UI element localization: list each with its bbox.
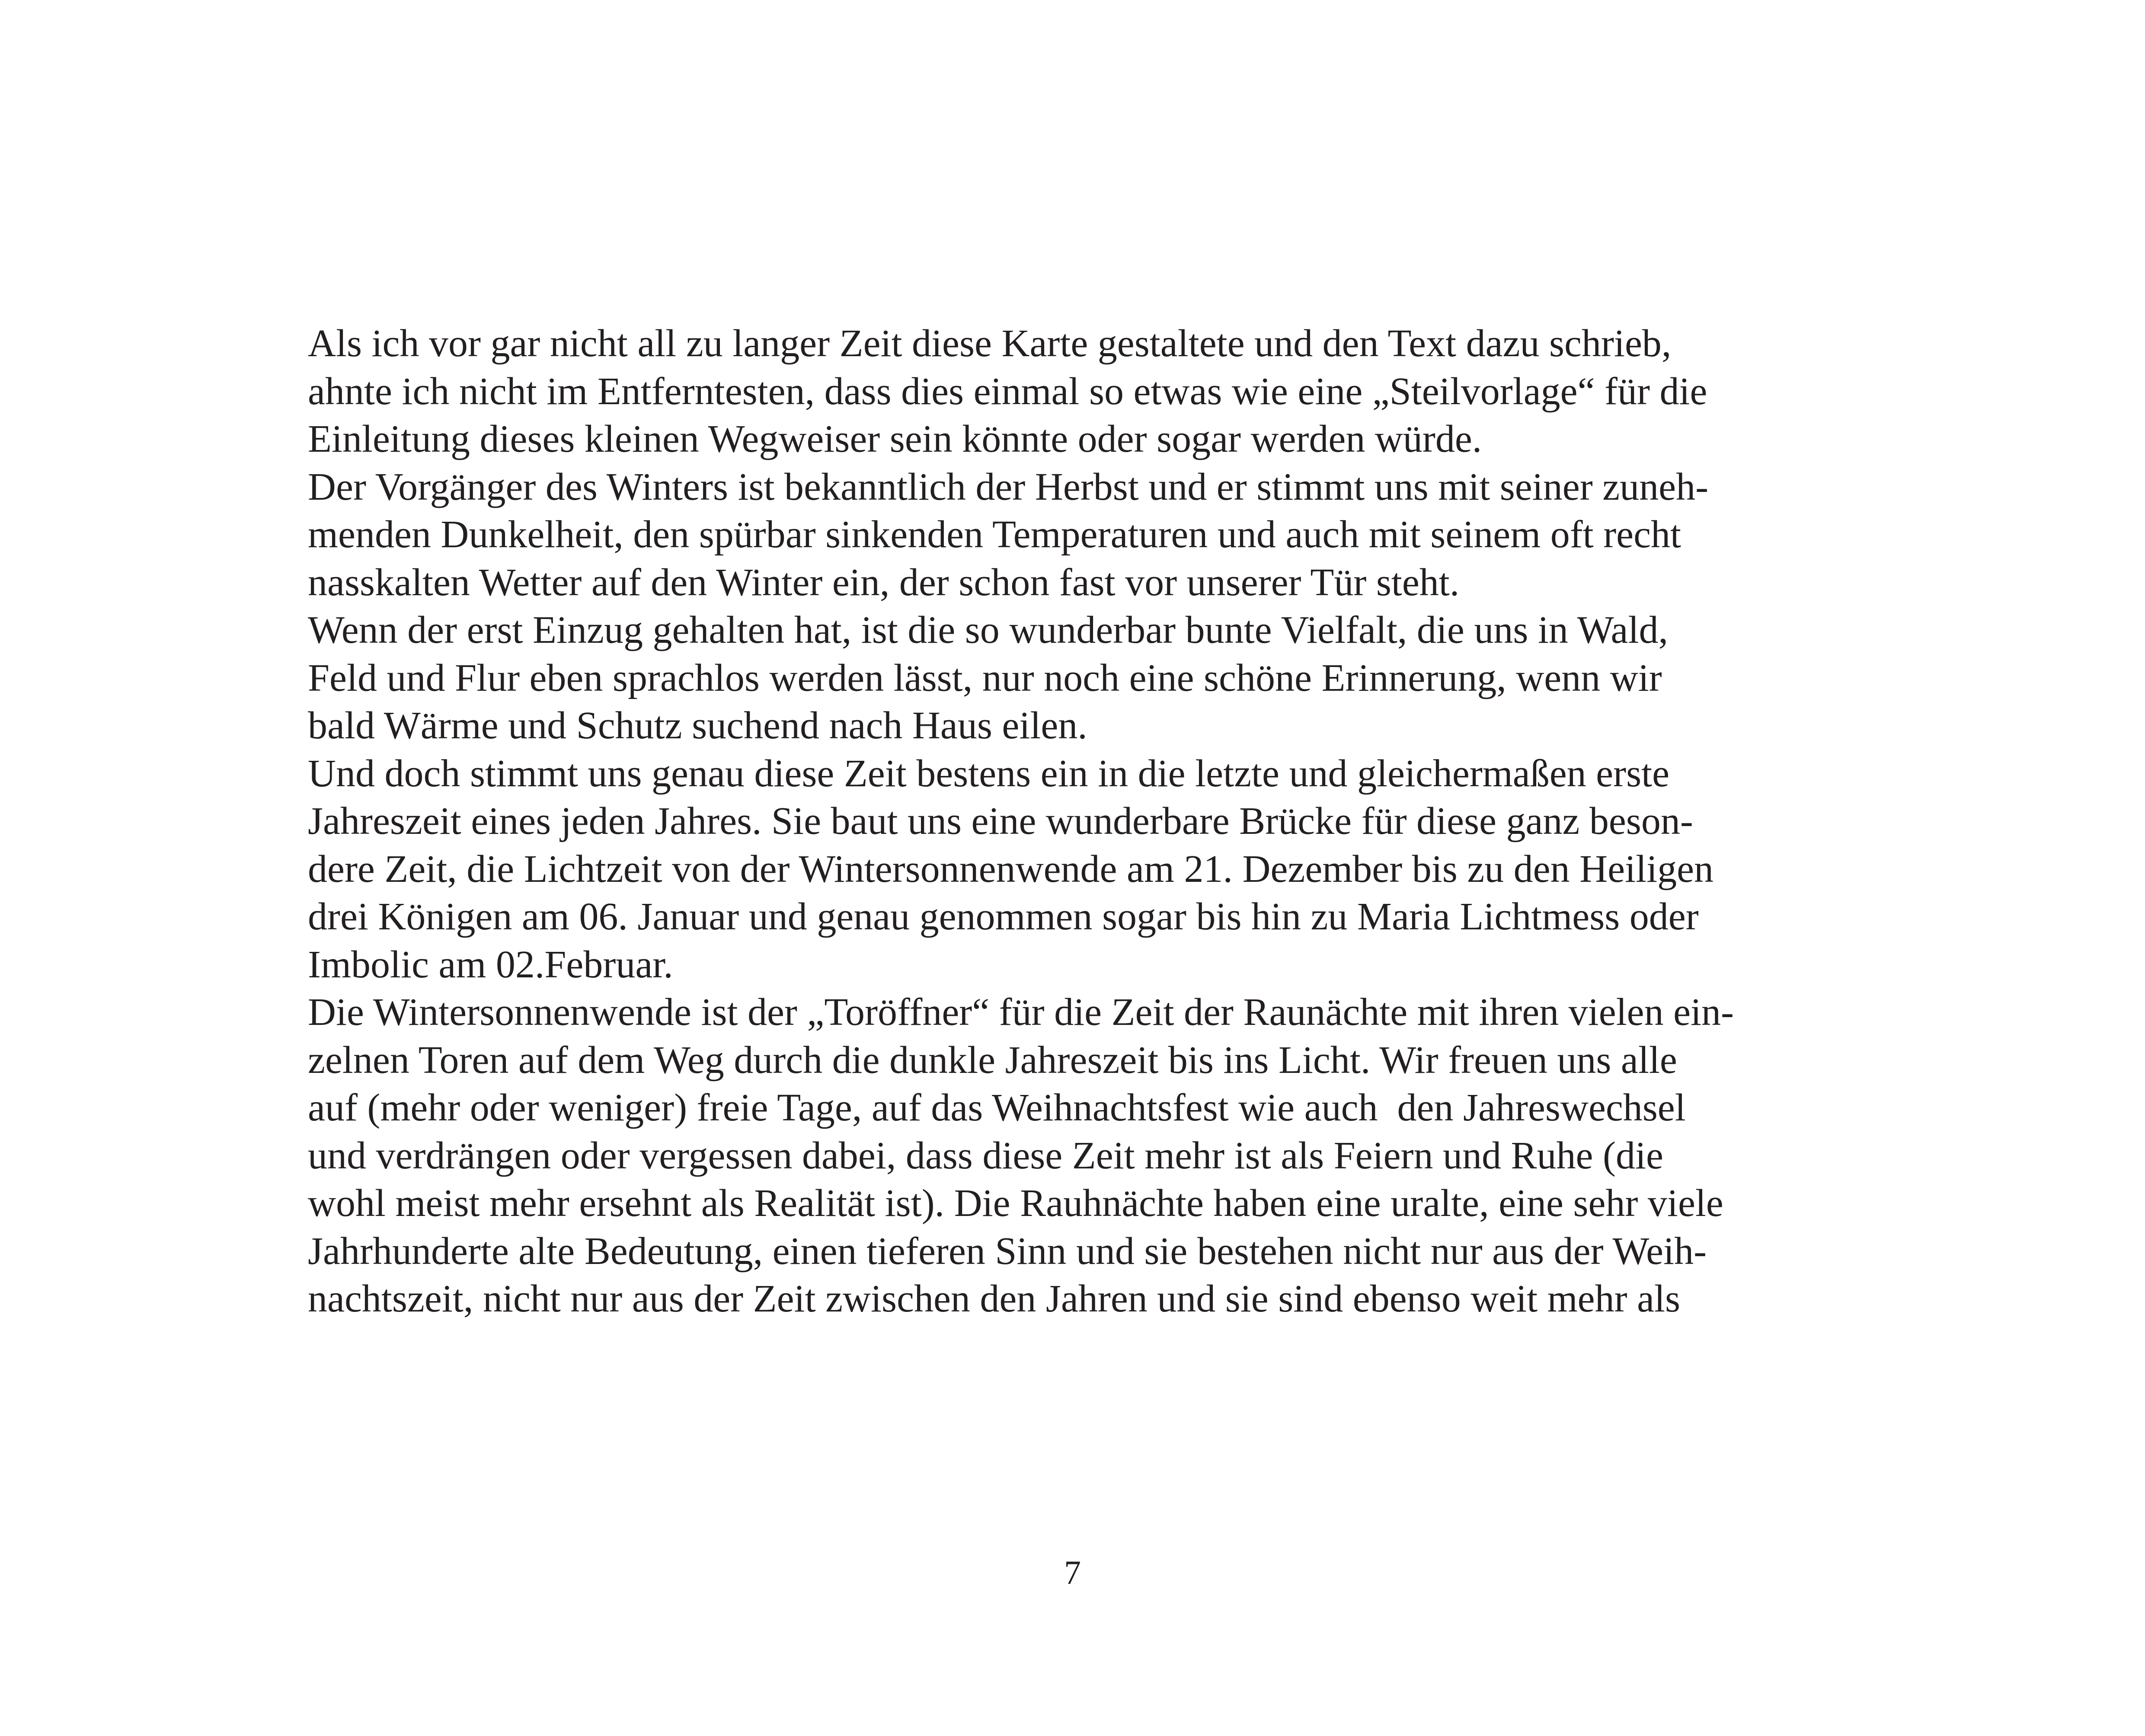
text-line: auf (mehr oder weniger) freie Tage, auf das Weihnachtsfest wie auch den Jahreswechsel (308, 1086, 1686, 1129)
text-line: bald Wärme und Schutz suchend nach Haus eilen. (308, 704, 1087, 747)
text-line: ahnte ich nicht im Entferntesten, dass dies einmal so etwas wie eine „Steilvorlage“ für die (308, 370, 1707, 413)
body-text (308, 320, 1925, 1323)
text-line: Als ich vor gar nicht all zu langer Zeit diese Karte gestaltete und den Text dazu schrieb, (308, 322, 1672, 365)
text-line: Wenn der erst Einzug gehalten hat, ist die so wunderbar bunte Vielfalt, die uns in Wald, (308, 609, 1668, 651)
page-number: 7 (1064, 1554, 1081, 1591)
text-line: drei Königen am 06. Januar und genau genommen sogar bis hin zu Maria Lichtmess oder (308, 895, 1699, 938)
text-line: dere Zeit, die Lichtzeit von der Wintersonnenwende am 21. Dezember bis zu den Heiligen (308, 847, 1714, 890)
text-line: Imbolic am 02.Februar. (308, 943, 673, 986)
text-line: nachtszeit, nicht nur aus der Zeit zwischen den Jahren und sie sind ebenso weit mehr als (308, 1277, 1681, 1320)
text-line: Feld und Flur eben sprachlos werden lässt, nur noch eine schöne Erinnerung, wenn wir (308, 656, 1662, 699)
text-line: zelnen Toren auf dem Weg durch die dunkle Jahreszeit bis ins Licht. Wir freuen uns alle (308, 1038, 1677, 1082)
text-line: Die Wintersonnenwende ist der „Toröffner“ für die Zeit der Raunächte mit ihren vielen ein- (308, 991, 1734, 1034)
text-line: Jahrhunderte alte Bedeutung, einen tieferen Sinn und sie bestehen nicht nur aus der Weih- (308, 1229, 1707, 1273)
text-line: menden Dunkelheit, den spürbar sinkenden Temperaturen und auch mit seinem oft recht (308, 513, 1681, 556)
text-line: Jahreszeit eines jeden Jahres. Sie baut uns eine wunderbare Brücke für diese ganz beson- (308, 800, 1693, 842)
text-line: Einleitung dieses kleinen Wegweiser sein könnte oder sogar werden würde. (308, 418, 1482, 460)
text-line: Der Vorgänger des Winters ist bekanntlich der Herbst und er stimmt uns mit seiner zuneh- (308, 465, 1709, 508)
text-line: und verdrängen oder vergessen dabei, dass diese Zeit mehr ist als Feiern und Ruhe (die (308, 1134, 1663, 1177)
text-line: wohl meist mehr ersehnt als Realität ist). Die Rauhnächte haben eine uralte, eine sehr viele (308, 1182, 1723, 1225)
text-line: Und doch stimmt uns genau diese Zeit bestens ein in die letzte und gleichermaßen erste (308, 752, 1670, 795)
text-line: nasskalten Wetter auf den Winter ein, der schon fast vor unserer Tür steht. (308, 561, 1460, 604)
